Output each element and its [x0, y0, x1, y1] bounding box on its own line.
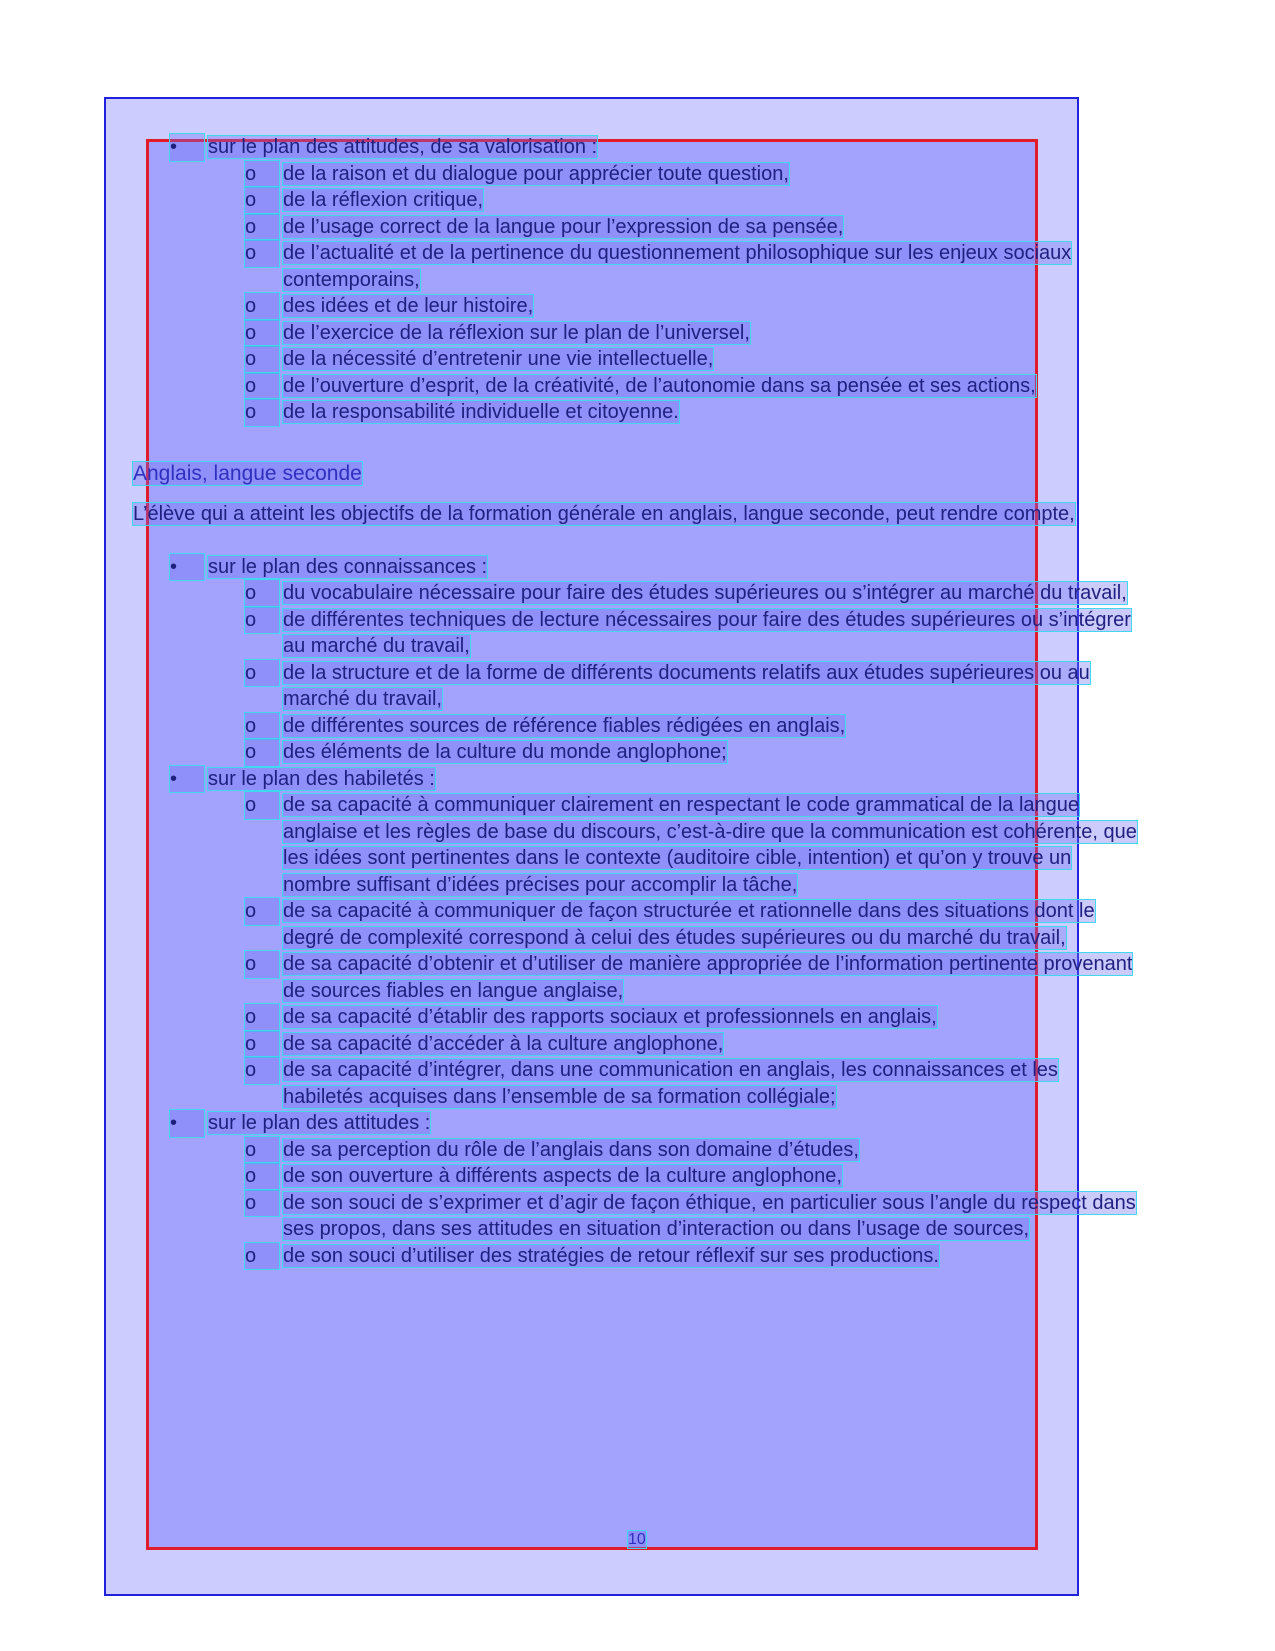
bullet-icon: •	[170, 1110, 204, 1137]
list-item-text: de sa capacité d’accéder à la culture anglophone,	[283, 1032, 724, 1055]
circle-bullet-icon: o	[245, 399, 279, 426]
list-item	[133, 134, 1143, 426]
circle-bullet-icon: o	[245, 1031, 279, 1058]
list-item-text: de son ouverture à différents aspects de la culture anglophone,	[283, 1165, 842, 1187]
list-item-text: de l’exercice de la réflexion sur le plan de l’universel,	[283, 321, 750, 344]
circle-bullet-icon: o	[245, 161, 279, 188]
circle-bullet-icon: o	[245, 293, 279, 320]
list-item	[133, 951, 1143, 1004]
skills-group	[133, 766, 1143, 1111]
list-item	[133, 1057, 1143, 1110]
knowledge-group	[133, 554, 1143, 766]
group-heading: sur le plan des habiletés :	[208, 767, 435, 790]
circle-bullet-icon: o	[245, 320, 279, 347]
circle-bullet-icon: o	[245, 1163, 279, 1190]
list-item	[133, 1110, 1143, 1269]
sub-list	[208, 580, 1143, 766]
list-item	[133, 580, 1143, 607]
list-item-text: de différentes techniques de lecture nécessaires pour faire des études supérieures ou s’intégrer au marché du travail,	[283, 608, 1131, 657]
list-item	[133, 766, 1143, 1111]
list-item	[133, 240, 1143, 293]
circle-bullet-icon: o	[245, 739, 279, 766]
list-item-text: de sa capacité d’établir des rapports sociaux et professionnels en anglais,	[283, 1006, 937, 1028]
page-number	[628, 1531, 646, 1549]
list-item	[133, 346, 1143, 373]
list-item-text: de la structure et de la forme de différents documents relatifs aux études supérieures ou au marché du travail,	[283, 661, 1090, 710]
list-item-text: des éléments de la culture du monde anglophone;	[283, 741, 727, 763]
document-body	[133, 134, 1143, 1269]
bullet-icon: •	[170, 766, 204, 793]
sub-list	[208, 161, 1143, 426]
list-item-text: de l’usage correct de la langue pour l’expression de sa pensée,	[283, 215, 844, 238]
list-item-text: de sa perception du rôle de l’anglais dans son domaine d’études,	[283, 1138, 859, 1161]
list-item	[133, 214, 1143, 241]
list-item	[133, 1243, 1143, 1270]
circle-bullet-icon: o	[245, 214, 279, 241]
circle-bullet-icon: o	[245, 1004, 279, 1031]
list-item	[133, 320, 1143, 347]
list-item-text: du vocabulaire nécessaire pour faire des études supérieures ou s’intégrer au marché du travail,	[283, 582, 1127, 604]
list-item-text: de différentes sources de référence fiables rédigées en anglais,	[283, 714, 846, 737]
list-item-text: de sa capacité d’intégrer, dans une communication en anglais, les connaissances et les habiletés acquises dans l’ensemble de sa formation collégiale;	[283, 1059, 1058, 1108]
list-item-text: de son souci de s’exprimer et d’agir de façon éthique, en particulier sous l’angle du respect dans ses propos, dans ses attitudes en situation d’interaction ou dans l’usage de sources,	[283, 1191, 1136, 1240]
list-item	[133, 1137, 1143, 1164]
list-item	[133, 713, 1143, 740]
circle-bullet-icon: o	[245, 1243, 279, 1270]
page-number-text: 10	[628, 1531, 646, 1548]
sub-list	[208, 1137, 1143, 1270]
circle-bullet-icon: o	[245, 792, 279, 819]
attitudes-group	[133, 1110, 1143, 1269]
list-item	[133, 898, 1143, 951]
list-item-text: de son souci d’utiliser des stratégies de retour réflexif sur ses productions.	[283, 1244, 939, 1267]
list-item-text: de l’actualité et de la pertinence du questionnement philosophique sur les enjeux sociaux contemporains,	[283, 242, 1072, 291]
list-item-text: de la réflexion critique,	[283, 189, 484, 211]
circle-bullet-icon: o	[245, 373, 279, 400]
list-item-text: de sa capacité à communiquer de façon structurée et rationnelle dans des situations dont le degré de complexité correspond à celui des études supérieures ou du marché du travail,	[283, 900, 1095, 949]
group-heading: sur le plan des attitudes, de sa valorisation :	[208, 136, 598, 158]
circle-bullet-icon: o	[245, 660, 279, 687]
circle-bullet-icon: o	[245, 898, 279, 925]
section-intro	[133, 501, 1133, 528]
circle-bullet-icon: o	[245, 1190, 279, 1217]
list-item	[133, 554, 1143, 766]
list-item	[133, 187, 1143, 214]
circle-bullet-icon: o	[245, 1137, 279, 1164]
section-title-text: Anglais, langue seconde	[133, 461, 362, 485]
circle-bullet-icon: o	[245, 240, 279, 267]
sub-list	[208, 792, 1143, 1110]
circle-bullet-icon: o	[245, 951, 279, 978]
group-heading: sur le plan des attitudes :	[208, 1112, 431, 1134]
list-item	[133, 399, 1143, 426]
list-item-text: de la nécessité d’entretenir une vie intellectuelle,	[283, 348, 714, 370]
list-item	[133, 1190, 1143, 1243]
circle-bullet-icon: o	[245, 1057, 279, 1084]
circle-bullet-icon: o	[245, 607, 279, 634]
list-item-text: des idées et de leur histoire,	[283, 295, 534, 317]
list-item-text: de la responsabilité individuelle et citoyenne.	[283, 401, 679, 423]
list-item-text: de l’ouverture d’esprit, de la créativité, de l’autonomie dans sa pensée et ses actions,	[283, 374, 1036, 397]
list-item	[133, 373, 1143, 400]
list-item	[133, 739, 1143, 766]
circle-bullet-icon: o	[245, 346, 279, 373]
first-group	[133, 134, 1143, 426]
section-intro-text: L’élève qui a atteint les objectifs de la formation générale en anglais, langue seconde, peut rendre compte,	[133, 503, 1075, 525]
list-item-text: de la raison et du dialogue pour apprécier toute question,	[283, 162, 789, 185]
circle-bullet-icon: o	[245, 713, 279, 740]
list-item	[133, 660, 1143, 713]
circle-bullet-icon: o	[245, 187, 279, 214]
list-item	[133, 792, 1143, 898]
list-item	[133, 1163, 1143, 1190]
group-heading: sur le plan des connaissances :	[208, 555, 488, 578]
list-item-text: de sa capacité à communiquer clairement en respectant le code grammatical de la langue anglaise et les règles de base du discours, c’est-à-dire que la communication est cohérente, que les idées sont pertinentes dans le contexte (auditoire cible, intention) et qu’on y trouve un nombre suffisant d’idées précises pour accomplir la tâche,	[283, 794, 1137, 896]
section-title	[133, 461, 1143, 488]
list-item	[133, 1031, 1143, 1058]
circle-bullet-icon: o	[245, 580, 279, 607]
list-item	[133, 293, 1143, 320]
bullet-icon: •	[170, 134, 204, 161]
bullet-icon: •	[170, 554, 204, 581]
list-item	[133, 161, 1143, 188]
list-item	[133, 1004, 1143, 1031]
list-item-text: de sa capacité d’obtenir et d’utiliser de manière appropriée de l’information pertinente provenant de sources fiables en langue anglaise,	[283, 953, 1133, 1002]
list-item	[133, 607, 1143, 660]
